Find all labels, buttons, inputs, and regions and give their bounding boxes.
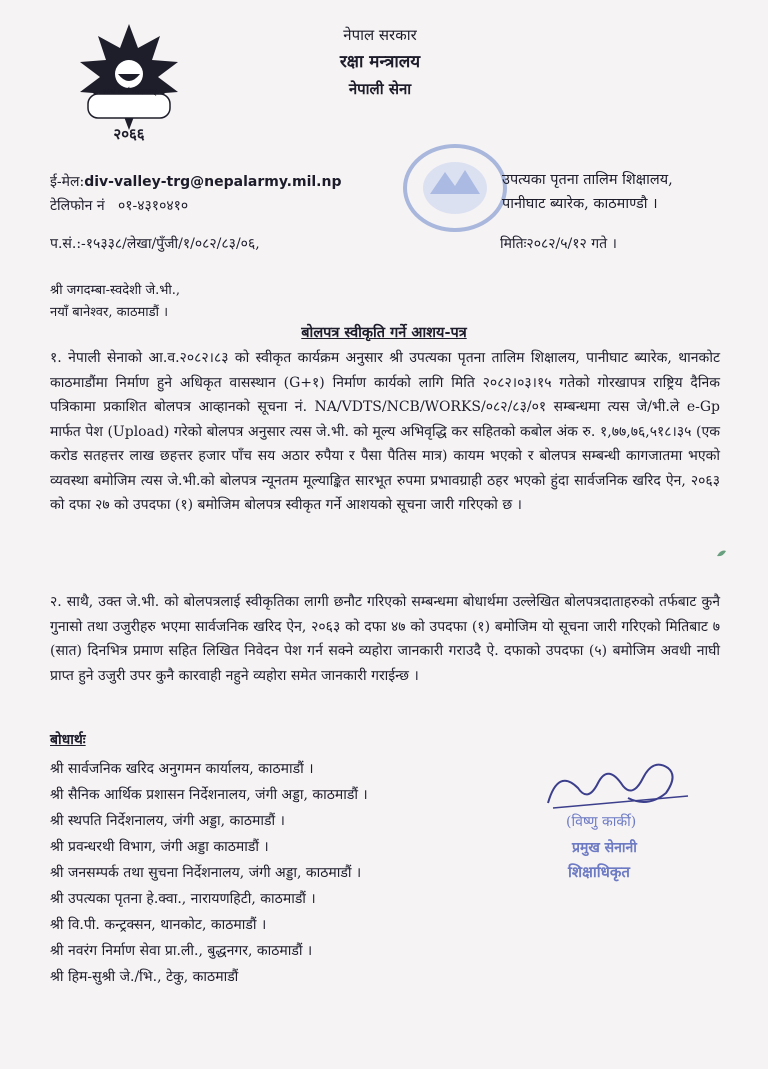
office-seal-icon — [400, 142, 510, 234]
cc-heading: बोधार्थः — [50, 732, 86, 748]
cc-item: श्री सार्वजनिक खरिद अनुगमन कार्यालय, काठमाडौं । — [50, 761, 314, 777]
ink-mark-icon — [714, 546, 728, 560]
signatory-title: शिक्षाधिकृत — [568, 863, 630, 881]
cc-item: श्री हिम-सुश्री जे./भि., टेकु, काठमाडौं — [50, 969, 239, 985]
cc-item: श्री स्थपति निर्देशनालय, जंगी अड्डा, काठमाडौं । — [50, 813, 285, 829]
cc-item: श्री प्रवन्धरथी विभाग, जंगी अड्डा काठमाडौं । — [50, 839, 269, 855]
emblem-year: २०६६ — [113, 125, 145, 143]
phone-label: टेलिफोन नं — [50, 198, 105, 214]
addressee — [50, 280, 180, 324]
contact-block — [50, 170, 342, 218]
signatory-rank: प्रमुख सेनानी — [572, 840, 637, 856]
phone-number: ०१-४३१०४१० — [117, 198, 189, 214]
cc-item: श्री नवरंग निर्माण सेवा प्रा.ली., बुद्धनगर, काठमाडौं । — [50, 943, 313, 959]
cc-item: श्री वि.पी. कन्ट्रक्सन, थानकोट, काठमाडौं । — [50, 917, 267, 933]
office-line-2: पानीघाट ब्यारेक, काठमाण्डौ । — [502, 196, 658, 212]
office-address — [502, 168, 673, 216]
government-name: नेपाल सरकार — [343, 26, 417, 44]
subject-heading — [0, 322, 768, 342]
email-address: div-valley-trg@nepalarmy.mil.np — [84, 174, 342, 190]
cc-list — [50, 756, 368, 990]
cc-item: श्री जनसम्पर्क तथा सुचना निर्देशनालय, जंगी अड्डा, काठमाडौं । — [50, 865, 362, 881]
ministry-name: रक्षा मन्त्रालय — [339, 52, 421, 72]
addressee-line-2: नयाँ बानेश्वर, काठमाडौं । — [50, 305, 169, 320]
cc-item: श्री उपत्यका पृतना हे.क्वा., नारायणहिटी, काठमाडौं । — [50, 891, 316, 907]
reference-number: प.सं.:-१५३३८/लेखा/पुँजी/१/०८२/८३/०६, — [50, 236, 260, 252]
signatory-name: (विष्णु कार्की) — [566, 814, 637, 830]
letter-date: मितिः२०८२/५/१२ गते । — [500, 236, 617, 252]
cc-item: श्री सैनिक आर्थिक प्रशासन निर्देशनालय, जंगी अड्डा, काठमाडौं । — [50, 787, 368, 803]
subject-text: बोलपत्र स्वीकृति गर्ने आशय-पत्र — [301, 324, 467, 341]
office-line-1: उपत्यका पृतना तालिम शिक्षालय, — [502, 172, 673, 188]
paragraph-1: १. नेपाली सेनाको आ.व.२०८२।८३ को स्वीकृत कार्यक्रम अनुसार श्री उपत्यका पृतना तालिम शिक्षालय, पानीघाट ब्यारेक, थानकोट काठमाडौंमा निर्माण हुने अधिकृत वासस्थान (G+१) निर्माण कार्यको लागि मिति २०८२।०३।१५ गतेको गोरखापत्र राष्ट्रिय दैनिक पत्रिकामा प्रकाशित बोलपत्र आव्हानको सूचना नं. NA/VDTS/NCB/WORKS/०८२/८३/०१ सम्बन्धमा त्यस जे/भी.ले e-Gp मार्फत पेश (Upload) गरेको बोलपत्र अनुसार त्यस जे.भी. को मूल्य अभिवृद्धि कर सहितको कबोल अंक रु. १,७७,७६,५१८।३५ (एक करोड सतहत्तर लाख छहत्तर हजार पाँच सय अठार रुपैया र पैसा पैतिस मात्र) कायम भएको र बोलपत्र सम्बन्धी कागजातमा भएको व्यवस्था बमोजिम त्यस जे.भी.को बोलपत्र न्यूनतम मूल्याङ्कित सारभूत रुपमा प्रभावग्राही ठहर भएको हुंदा सार्वजनिक खरिद ऐन, २०६३ को दफा २७ को उपदफा (१) बमोजिम बोलपत्र स्वीकृत गर्ने आशयको सूचना जारी गरिएको छ । — [50, 350, 720, 513]
paragraph-2: २. साथै, उक्त जे.भी. को बोलपत्रलाई स्वीकृतिका लागी छनौट गरिएको सम्बन्धमा बोधार्थमा उल्लेखित बोलपत्रदाताहरुको तर्फबाट कुनै गुनासो तथा उजुरीहरु भएमा सार्वजनिक खरिद ऐन, २०६३ को दफा ४७ को उपदफा (१) बमोजिम यो सूचना जारी गरिएको मितिबाट ७ (सात) दिनभित्र प्रमाण सहित लिखित निवेदन पेश गर्न सक्ने व्यहोरा जानकारी गराउदै ऐ. दफाको उपदफा (५) बमोजिम अवधी नाघी प्राप्त हुने उजुरी उपर कुनै कारवाही नहुने व्यहोरा समेत जानकारी गराईन्छ । — [50, 594, 720, 684]
emblem-motto: सत्ये कर्म संरक्षणम् — [102, 87, 156, 96]
army-name: नेपाली सेना — [348, 80, 412, 98]
addressee-line-1: श्री जगदम्बा-स्वदेशी जे.भी., — [50, 283, 181, 298]
letterhead — [260, 22, 500, 103]
email-label: ई-मेल: — [50, 174, 85, 190]
